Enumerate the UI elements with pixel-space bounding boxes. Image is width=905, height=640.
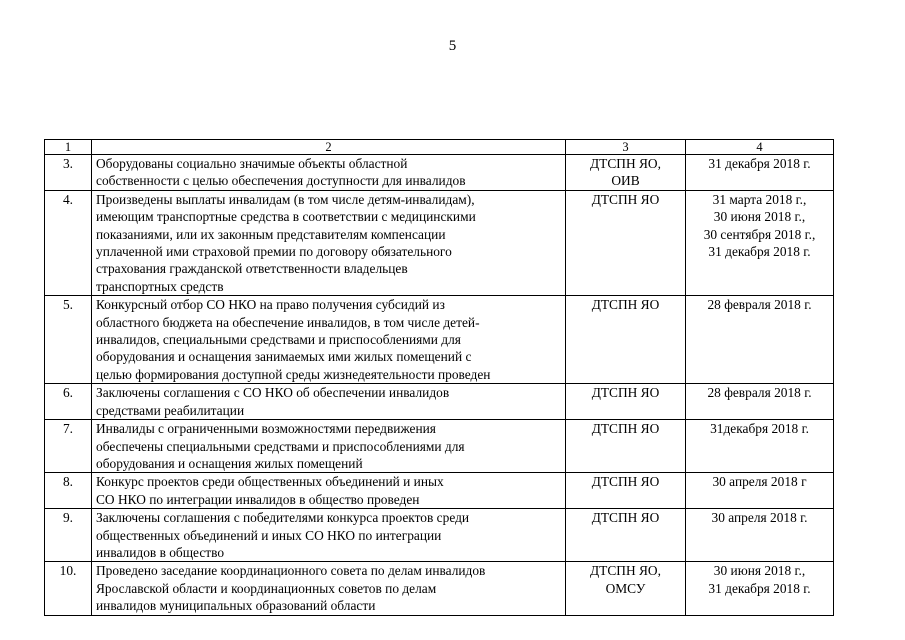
row-deadline (686, 384, 834, 420)
row-description-line: транспортных средств (96, 278, 224, 294)
row-description (92, 509, 566, 562)
row-description (92, 296, 566, 384)
row-deadline (686, 296, 834, 384)
row-description-line: оборудования и оснащения занимаемых ими жилых помещений с (96, 349, 472, 365)
row-description-line: Произведены выплаты инвалидам (в том числе детям-инвалидам), (96, 191, 475, 207)
row-description-line: инвалидов в общество (96, 544, 225, 560)
row-description-line: Конкурс проектов среди общественных объединений и иных (96, 474, 444, 490)
row-description (92, 384, 566, 420)
table-header-row (45, 140, 834, 155)
row-description (92, 155, 566, 191)
row-deadline-line: 31 декабря 2018 г. (708, 580, 811, 596)
row-description-line: СО НКО по интеграции инвалидов в общество проведен (96, 491, 420, 507)
row-description-line: страхования гражданской ответственности владельцев (96, 261, 408, 277)
column-header-deadline: 4 (686, 140, 834, 155)
row-deadline-line: 31 декабря 2018 г. (708, 156, 811, 171)
row-executor (566, 296, 686, 384)
row-executor-line: ОМСУ (605, 580, 646, 596)
row-deadline-line: 28 февраля 2018 г. (707, 297, 812, 313)
row-description (92, 473, 566, 509)
row-number: 3. (45, 155, 92, 191)
row-description-line: уплаченной ими страховой премии по договору обязательного (96, 244, 452, 260)
row-executor (566, 384, 686, 420)
row-deadline (686, 509, 834, 562)
column-header-number: 1 (45, 140, 92, 155)
row-executor-line: ДТСПН ЯО (591, 510, 660, 526)
row-description-line: имеющим транспортные средства в соответствии с медицинскими (96, 209, 476, 225)
row-executor-line: ДТСПН ЯО (591, 385, 660, 401)
row-description-line: оборудования и оснащения жилых помещений (96, 455, 363, 471)
row-description (92, 562, 566, 615)
row-deadline (686, 420, 834, 473)
row-deadline-line: 28 февраля 2018 г. (707, 385, 812, 401)
row-executor (566, 190, 686, 295)
row-number: 4. (45, 190, 92, 295)
row-deadline (686, 562, 834, 615)
row-executor-line: ОИВ (611, 173, 640, 189)
row-executor-line: ДТСПН ЯО, (590, 156, 661, 171)
row-deadline-line: 31 марта 2018 г., (712, 191, 807, 207)
row-description-line: Конкурсный отбор СО НКО на право получения субсидий из (96, 297, 445, 313)
row-executor-line: ДТСПН ЯО (591, 297, 660, 313)
row-number: 8. (45, 473, 92, 509)
row-deadline-line: 30 сентября 2018 г., (703, 226, 816, 242)
row-executor (566, 562, 686, 615)
row-deadline-line: 31 декабря 2018 г. (708, 244, 811, 260)
row-deadline-line: 30 июня 2018 г., (713, 209, 806, 225)
row-executor-line: ДТСПН ЯО (591, 421, 660, 437)
column-header-executor: 3 (566, 140, 686, 155)
table-row (45, 190, 834, 295)
row-description-line: Оборудованы социально значимые объекты областной (96, 156, 408, 171)
row-number: 6. (45, 384, 92, 420)
row-description-line: собственности с целью обеспечения доступности для инвалидов (96, 173, 466, 189)
table-row (45, 473, 834, 509)
row-executor (566, 509, 686, 562)
row-description-line: Заключены соглашения с победителями конкурса проектов среди (96, 510, 470, 526)
row-description-line: инвалидов, специальными средствами и приспособлениями для (96, 332, 461, 348)
row-description-line: Проведено заседание координационного совета по делам инвалидов (96, 563, 486, 579)
row-deadline (686, 473, 834, 509)
row-description-line: целью формирования доступной среды жизнедеятельности проведен (96, 366, 491, 382)
row-executor (566, 473, 686, 509)
table-body (45, 155, 834, 616)
row-description (92, 420, 566, 473)
row-number: 10. (45, 562, 92, 615)
table-row (45, 509, 834, 562)
row-description-line: Заключены соглашения с СО НКО об обеспечении инвалидов (96, 385, 450, 401)
table-row (45, 562, 834, 615)
row-deadline-line: 30 апреля 2018 г. (711, 510, 808, 526)
row-executor-line: ДТСПН ЯО (591, 474, 660, 490)
row-executor (566, 420, 686, 473)
row-description-line: Инвалиды с ограниченными возможностями передвижения (96, 421, 436, 437)
row-executor-line: ДТСПН ЯО, (590, 563, 661, 579)
row-description-line: Ярославской области и координационных советов по делам (96, 580, 437, 596)
row-executor (566, 155, 686, 191)
row-description-line: средствами реабилитации (96, 402, 245, 418)
row-deadline (686, 190, 834, 295)
table-row (45, 296, 834, 384)
row-description (92, 190, 566, 295)
row-deadline-line: 30 июня 2018 г., (713, 563, 806, 579)
table-row (45, 384, 834, 420)
page-number: 5 (448, 38, 457, 54)
column-header-description: 2 (92, 140, 566, 155)
row-description-line: общественных объединений и иных СО НКО по интеграции (96, 527, 442, 543)
row-deadline (686, 155, 834, 191)
row-description-line: показаниями, или их законным представителям компенсации (96, 226, 446, 242)
row-number: 9. (45, 509, 92, 562)
row-deadline-line: 30 апреля 2018 г (712, 474, 807, 490)
row-description-line: инвалидов муниципальных образований области (96, 598, 376, 614)
row-executor-line: ДТСПН ЯО (591, 191, 660, 207)
row-number: 7. (45, 420, 92, 473)
row-number: 5. (45, 296, 92, 384)
row-description-line: областного бюджета на обеспечение инвалидов, в том числе детей- (96, 314, 480, 330)
row-description-line: обеспечены специальными средствами и приспособлениями для (96, 438, 465, 454)
plan-table (44, 139, 834, 616)
row-deadline-line: 31декабря 2018 г. (710, 421, 809, 437)
table-row (45, 420, 834, 473)
table-row (45, 155, 834, 191)
